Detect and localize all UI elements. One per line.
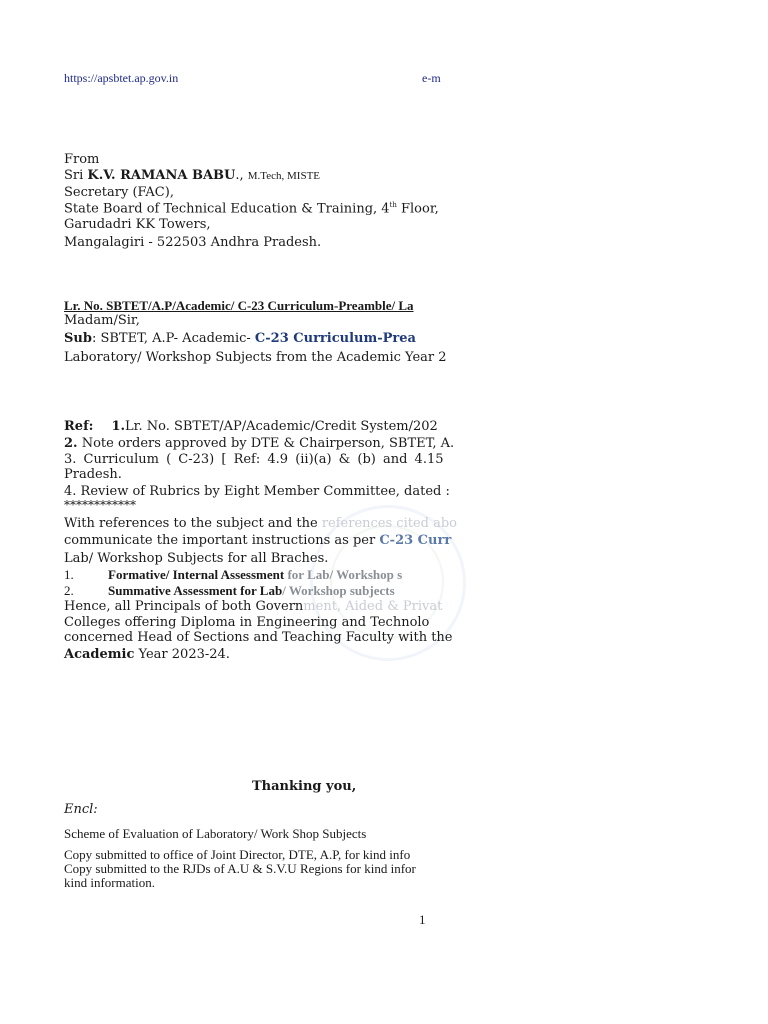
sender-name-line — [64, 168, 320, 183]
subject-label: Sub — [64, 331, 92, 346]
para1-line1-faint: references cited abo — [321, 516, 458, 531]
item-2 — [108, 583, 395, 599]
sender-designation: Secretary (FAC), — [64, 185, 174, 200]
body-para1-line3: Lab/ Workshop Subjects for all Braches. — [64, 551, 329, 566]
sri-prefix: Sri — [64, 168, 88, 183]
email-fragment: e-m — [422, 71, 441, 85]
copy-to-rjds-continued: kind information. — [64, 875, 155, 890]
academic-bold: Academic — [64, 647, 135, 662]
ref-1-text: Lr. No. SBTET/AP/Academic/Credit System/202 — [125, 419, 438, 434]
sender-qualification: M.Tech, MISTE — [247, 170, 321, 182]
reference-3-continued: Pradesh. — [64, 467, 122, 482]
copy-to-rjds: Copy submitted to the RJDs of A.U & S.V.U Regions for kind infor — [64, 861, 416, 876]
body-para2-line3: concerned Head of Sections and Teaching Faculty with the — [64, 630, 453, 645]
sender-address-line1 — [64, 201, 439, 216]
copy-to-joint-director: Copy submitted to office of Joint Director, DTE, A.P, for kind info — [64, 847, 411, 862]
item-2-text: Summative Assessment for Lab — [108, 583, 283, 598]
from-label: From — [64, 152, 100, 167]
reference-4: 4. Review of Rubrics by Eight Member Committee, dated : — [64, 484, 450, 499]
reference-3: 3. Curriculum ( C-23) [ Ref: 4.9 (ii)(a) & (b) and 4.15 — [64, 452, 444, 467]
item-1-faint: for Lab/ Workshop s — [287, 567, 403, 582]
sender-name-suffix: ., — [235, 168, 248, 183]
subject-line-continued: Laboratory/ Workshop Subjects from the Academic Year 2 — [64, 350, 447, 365]
item-2-faint: / Workshop subjects — [282, 583, 395, 598]
salutation: Madam/Sir, — [64, 313, 140, 328]
sender-name: K.V. RAMANA BABU — [87, 168, 236, 183]
ref-2-number: 2. — [64, 436, 78, 451]
body-para1-line2 — [64, 533, 451, 548]
reference-1 — [64, 419, 438, 434]
ref-2-text: Note orders approved by DTE & Chairperson, SBTET, A. — [77, 436, 455, 451]
sender-address-line2: Garudadri KK Towers, — [64, 217, 211, 232]
address-line1-sup: th — [389, 201, 397, 209]
letter-reference-number: Lr. No. SBTET/A.P/Academic/ C-23 Curriculum-Preamble/ La — [64, 298, 414, 313]
item-1-text: Formative/ Internal Assessment — [108, 567, 288, 582]
separator-asterisks: ************ — [64, 498, 136, 512]
item-1-number: 1. — [64, 567, 74, 582]
body-para2-line2: Colleges offering Diploma in Engineering and Technolo — [64, 615, 430, 630]
para1-line2-highlight: C-23 Curr — [379, 533, 452, 548]
enclosure-item: Scheme of Evaluation of Laboratory/ Work Shop Subjects — [64, 826, 367, 841]
reference-2 — [64, 436, 454, 451]
para2-line1-text: Hence, all Principals of both Govern — [64, 599, 304, 614]
item-2-number: 2. — [64, 583, 74, 598]
body-para2-line1 — [64, 599, 442, 614]
enclosure-label: Encl: — [64, 802, 98, 817]
subject-highlight: C-23 Curriculum-Prea — [254, 331, 416, 346]
subject-line — [64, 331, 416, 346]
ref-1-number: 1. — [111, 419, 126, 434]
para2-line1-faint: ment, Aided & Privat — [303, 599, 443, 614]
website-link[interactable]: https://apsbtet.ap.gov.in — [64, 71, 179, 85]
para1-line1-text: With references to the subject and the — [64, 516, 322, 531]
address-line1-text: State Board of Technical Education & Training, 4 — [64, 201, 390, 217]
body-para2-line4 — [64, 647, 230, 662]
para1-line2-text: communicate the important instructions as per — [64, 533, 380, 548]
address-line1-post: Floor, — [396, 201, 439, 217]
page-number: 1 — [419, 912, 426, 927]
subject-text: : SBTET, A.P- Academic- — [91, 331, 255, 346]
ref-label: Ref: — [64, 419, 94, 434]
academic-year-text: Year 2023-24. — [134, 647, 230, 662]
body-para1-line1 — [64, 516, 457, 531]
sender-address-line3: Mangalagiri - 522503 Andhra Pradesh. — [64, 235, 322, 250]
item-1 — [108, 567, 402, 583]
thanking-you: Thanking you, — [252, 779, 357, 794]
